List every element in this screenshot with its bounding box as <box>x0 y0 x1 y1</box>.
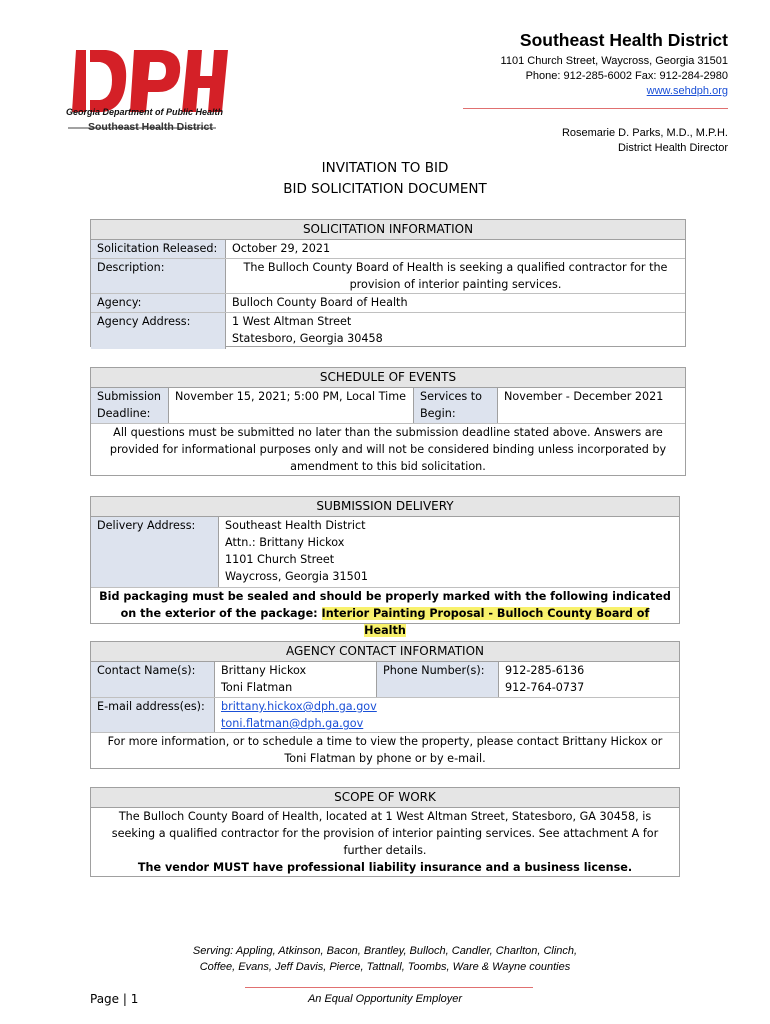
agency-address-line1: 1 West Altman Street <box>232 315 352 328</box>
email-label: E-mail address(es): <box>91 698 215 732</box>
released-label: Solicitation Released: <box>91 240 226 258</box>
delivery-heading: SUBMISSION DELIVERY <box>91 497 679 517</box>
delivery-line1: Southeast Health District <box>225 519 366 532</box>
scope-text: The Bulloch County Board of Health, located at 1 West Altman Street, Statesboro, GA 30458, is seeking a qualified contractor for the provision of interior painting services. See attachment A for further details. <box>111 810 659 857</box>
email-link-1[interactable]: brittany.hickox@dph.ga.gov <box>221 700 377 713</box>
page-number: Page | 1 <box>90 992 139 1006</box>
agency-address-line2: Statesboro, Georgia 30458 <box>232 332 383 345</box>
contact-names-label: Contact Name(s): <box>91 662 215 697</box>
contact-note: For more information, or to schedule a time to view the property, please contact Brittany Hickox or Toni Flatman by phone or by e-mail. <box>107 735 663 765</box>
org-address: 1101 Church Street, Waycross, Georgia 31501 <box>500 55 728 67</box>
delivery-table <box>90 496 680 637</box>
director-name: Rosemarie D. Parks, M.D., M.P.H. <box>561 127 728 139</box>
schedule-heading: SCHEDULE OF EVENTS <box>91 368 685 388</box>
director-title: District Health Director <box>617 142 728 154</box>
org-phone-fax: Phone: 912-285-6002 Fax: 912-284-2980 <box>525 70 728 82</box>
services-label: Services to Begin: <box>414 388 498 423</box>
schedule-table <box>90 367 686 476</box>
contact-name-2: Toni Flatman <box>221 681 293 694</box>
solicitation-info-table <box>90 219 686 347</box>
org-name: Southeast Health District <box>519 30 728 50</box>
contact-heading: AGENCY CONTACT INFORMATION <box>91 642 679 662</box>
description-label: Description: <box>91 259 226 293</box>
email-link-2[interactable]: toni.flatman@dph.ga.gov <box>221 717 364 730</box>
agency-value: Bulloch County Board of Health <box>232 296 408 309</box>
scope-table <box>90 787 680 877</box>
agency-label: Agency: <box>91 294 226 312</box>
logo-department: Georgia Department of Public Health <box>66 107 224 117</box>
schedule-note: All questions must be submitted no later than the submission deadline stated above. Answers are provided for informational purposes only and will not be considered binding unless incorporated by amendment to this bid solicitation. <box>109 426 667 473</box>
footer-serving-2: Coffee, Evans, Jeff Davis, Pierce, Tattnall, Toombs, Ware & Wayne counties <box>199 961 571 973</box>
footer-serving-1: Serving: Appling, Atkinson, Bacon, Brantley, Bulloch, Candler, Charlton, Clinch, <box>192 945 578 957</box>
packaging-note <box>91 588 679 639</box>
released-value: October 29, 2021 <box>232 242 331 255</box>
agency-address-label: Agency Address: <box>91 313 226 349</box>
solicitation-heading: SOLICITATION INFORMATION <box>91 220 685 240</box>
contact-table <box>90 641 680 769</box>
doc-subtitle: BID SOLICITATION DOCUMENT <box>283 181 487 197</box>
contact-phone-1: 912-285-6136 <box>505 664 585 677</box>
footer-divider <box>245 987 533 988</box>
header-divider <box>463 108 728 109</box>
footer-eoe: An Equal Opportunity Employer <box>307 993 463 1005</box>
website-link[interactable]: www.sehdph.org <box>646 85 728 97</box>
deadline-value: November 15, 2021; 5:00 PM, Local Time <box>169 388 414 423</box>
scope-heading: SCOPE OF WORK <box>91 788 679 808</box>
deadline-label: Submission Deadline: <box>91 388 169 423</box>
delivery-line2: Attn.: Brittany Hickox <box>225 536 345 549</box>
doc-title: INVITATION TO BID <box>321 160 449 176</box>
contact-phone-2: 912-764-0737 <box>505 681 585 694</box>
delivery-label: Delivery Address: <box>91 517 219 587</box>
packaging-note-text: Bid packaging must be sealed and should be properly marked with the following indicated on the exterior of the package: <box>99 590 671 620</box>
delivery-line4: Waycross, Georgia 31501 <box>225 570 368 583</box>
contact-name-1: Brittany Hickox <box>221 664 307 677</box>
scope-requirement: The vendor MUST have professional liability insurance and a business license. <box>137 861 633 874</box>
services-value: November - December 2021 <box>504 390 664 403</box>
logo-district: Southeast Health District <box>88 121 213 133</box>
phone-label: Phone Number(s): <box>377 662 499 697</box>
description-value: The Bulloch County Board of Health is seeking a qualified contractor for the provision of interior painting services. <box>243 261 668 291</box>
package-marking-highlight: Interior Painting Proposal - Bulloch County Board of Health <box>321 607 650 637</box>
delivery-line3: 1101 Church Street <box>225 553 335 566</box>
